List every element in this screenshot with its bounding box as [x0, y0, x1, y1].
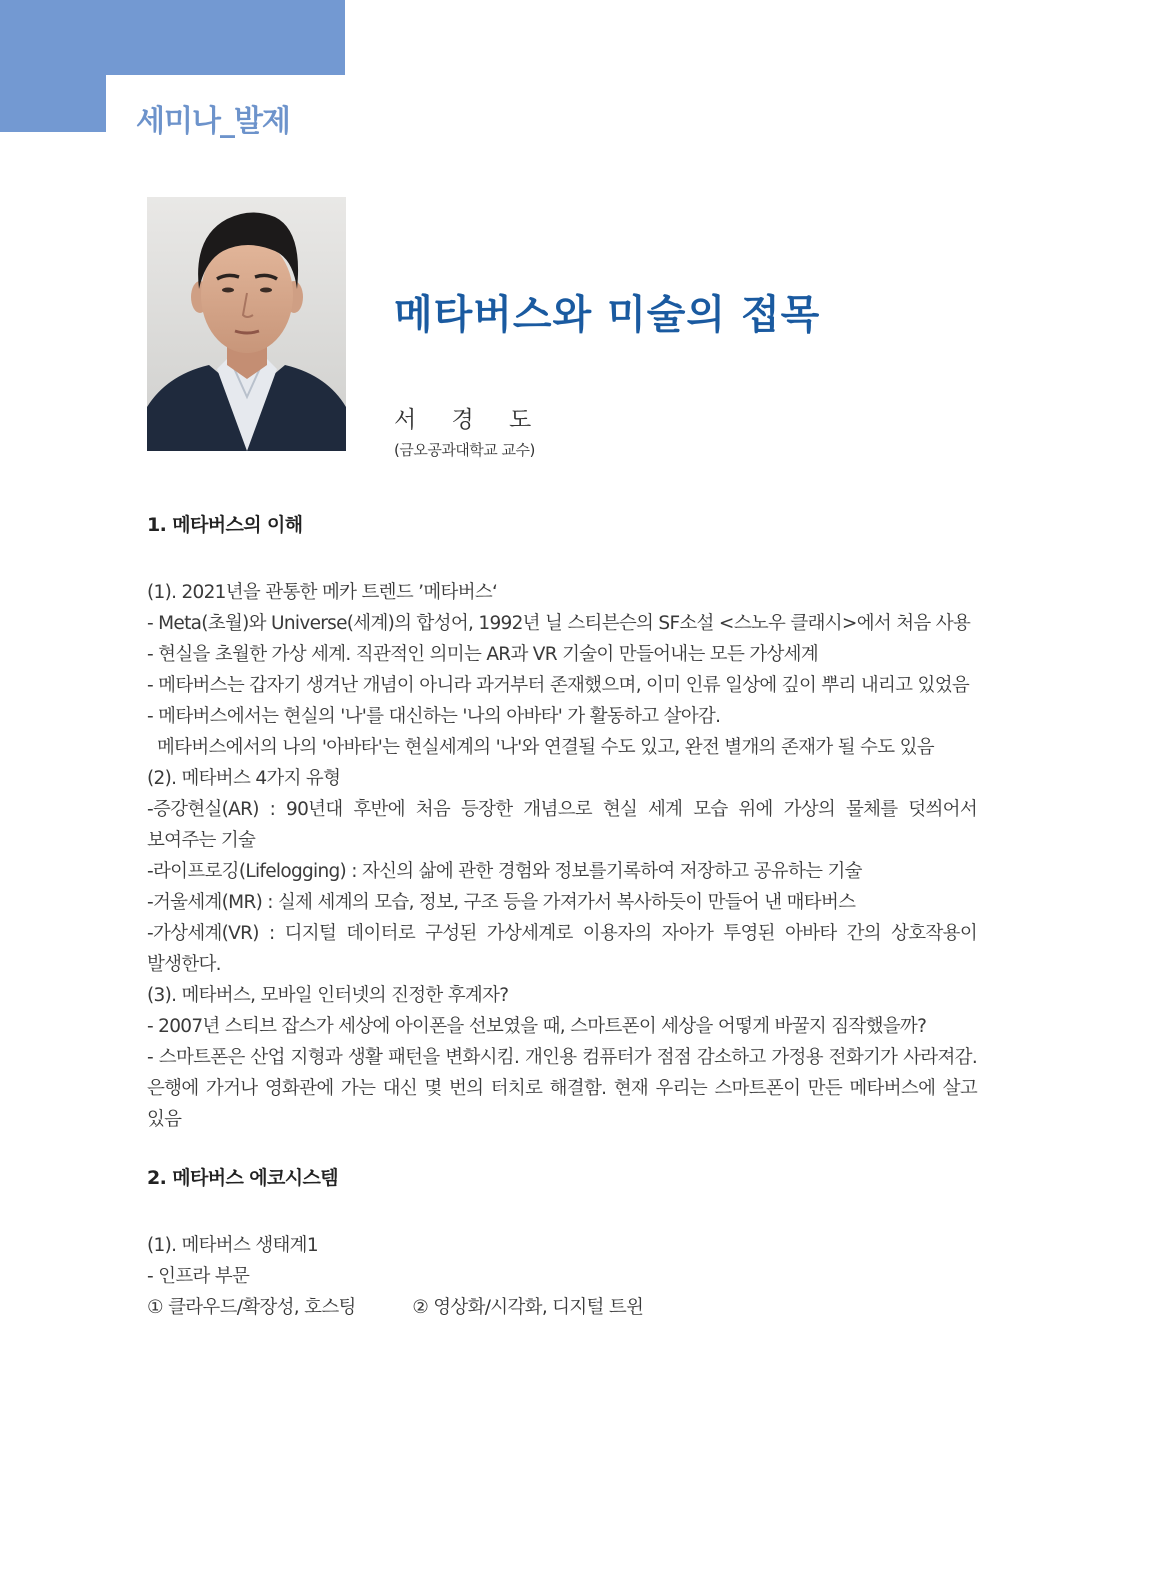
header-band	[0, 0, 345, 75]
body-line: (3). 메타버스, 모바일 인터넷의 진정한 후계자?	[147, 985, 509, 1006]
body-line: -라이프로깅(Lifelogging) : 자신의 삶에 관한 경험와 정보를기록하여 저장하고 공유하는 기술	[147, 861, 862, 882]
body-line: 메타버스에서의 나의 '아바타'는 현실세계의 '나'와 연결될 수도 있고, 완전 별개의 존재가 될 수도 있음	[157, 737, 934, 758]
article-title: 메타버스와 미술의 접목	[394, 291, 821, 338]
author-portrait	[147, 197, 346, 451]
body-line: (1). 메타버스 생태계1	[147, 1235, 318, 1256]
header-band-left	[0, 75, 106, 132]
option-item: ② 영상화/시각화, 디지털 트윈	[412, 1297, 644, 1318]
option-row	[147, 1292, 977, 1323]
body-line: -가상세계(VR) : 디지털 데이터로 구성된 가상세계로 이용자의 자아가 투영된 아바타 간의 상호작용이 발생한다.	[147, 923, 977, 975]
article-body	[147, 510, 977, 1323]
body-line: (2). 메타버스 4가지 유형	[147, 768, 341, 789]
body-line: - Meta(초월)와 Universe(세계)의 합성어, 1992년 닐 스티븐슨의 SF소설 <스노우 클래시>에서 처음 사용	[147, 613, 971, 634]
body-line: - 인프라 부문	[147, 1266, 250, 1287]
body-line: - 메타버스에서는 현실의 '나'를 대신하는 '나의 아바타' 가 활동하고 살아감.	[147, 706, 721, 727]
option-item: ① 클라우드/확장성, 호스팅	[147, 1297, 356, 1318]
body-line: - 스마트폰은 산업 지형과 생활 패턴을 변화시킴. 개인용 컴퓨터가 점점 감소하고 가정용 전화기가 사라져감. 은행에 가거나 영화관에 가는 대신 몇 번의 터치로 해결함. 현재 우리는 스마트폰이 만든 메타버스에 살고 있음	[147, 1047, 977, 1130]
section-label: 세미나_발제	[136, 104, 290, 139]
body-line: -거울세계(MR) : 실제 세계의 모습, 정보, 구조 등을 가져가서 복사하듯이 만들어 낸 매타버스	[147, 892, 856, 913]
body-line: - 메타버스는 갑자기 생겨난 개념이 아니라 과거부터 존재했으며, 이미 인류 일상에 깊이 뿌리 내리고 있었음	[147, 675, 970, 696]
body-line: (1). 2021년을 관통한 메카 트렌드 ’메타버스‘	[147, 582, 498, 603]
section-heading: 1. 메타버스의 이해	[147, 514, 303, 536]
body-line: - 현실을 초월한 가상 세계. 직관적인 의미는 AR과 VR 기술이 만들어내는 모든 가상세계	[147, 644, 819, 665]
section-heading: 2. 메타버스 에코시스템	[147, 1167, 339, 1189]
author-portrait-icon	[147, 197, 346, 451]
author-affiliation: (금오공과대학교 교수)	[394, 441, 535, 459]
body-line: -증강현실(AR) : 90년대 후반에 처음 등장한 개념으로 현실 세계 모습 위에 가상의 물체를 덧씌어서 보여주는 기술	[147, 799, 977, 851]
body-line: - 2007년 스티브 잡스가 세상에 아이폰을 선보였을 때, 스마트폰이 세상을 어떻게 바꿀지 짐작했을까?	[147, 1016, 927, 1037]
author-name: 서 경 도	[394, 407, 546, 433]
